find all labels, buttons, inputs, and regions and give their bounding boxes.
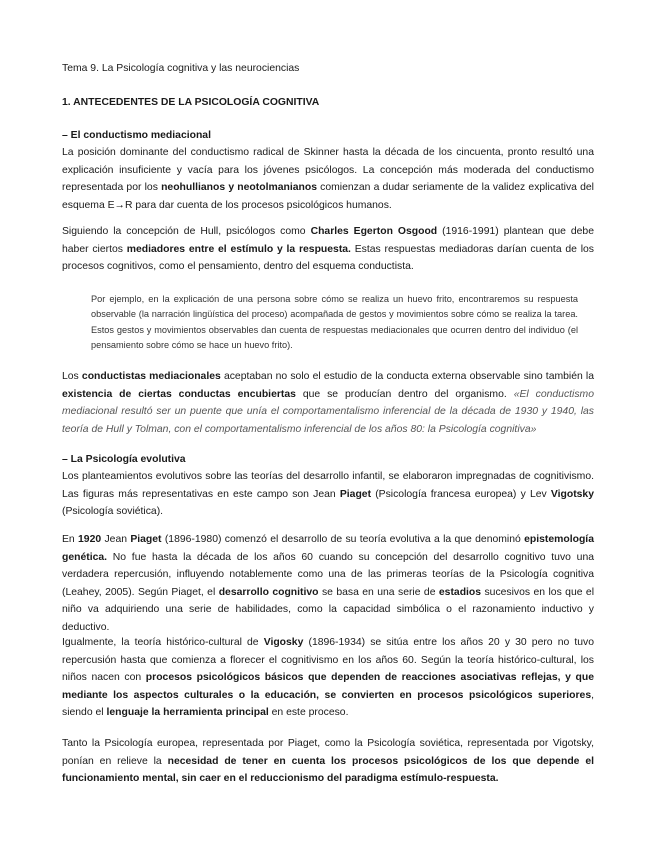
section-heading-antecedentes: 1. ANTECEDENTES DE LA PSICOLOGÍA COGNITIVA [62,97,320,108]
paragraph-piaget: En 1920 Jean Piaget (1896-1980) comenzó el desarrollo de su teoría evolutiva a la que denominó epistemología genética. No fue hasta la década de los años 60 cuando su concepción del desarrollo cognitivo tuvo una verdadera repercusión, influyendo notablemente como una de las primeras teorías de la Psicología cognitiva (Leahey, 2005). Según Piaget, el desarrollo cognitivo se basa en una serie de estadios sucesivos en los que el niño va adquiriendo una serie de habilidades, como la capacidad simbólica o el razonamiento inductivo y deductivo. [62,534,595,633]
subheading-conductismo-mediacional: – El conductismo mediacional [62,130,211,141]
paragraph-vigosky: Igualmente, la teoría histórico-cultural de Vigosky (1896-1934) se sitúa entre los años 20 y 30 pero no tuvo repercusión hasta que comienza a florecer el cognitivismo en los años 60. Según la teoría histórico-cultural, los niños nacen con procesos psicológicos básicos que dependen de reacciones asociativas reflejas, y que mediante los aspectos culturales o la educación, se convierten en procesos psicológicos superiores, siendo el lenguaje la herramienta principal en este proceso. [62,637,594,719]
paragraph-planteamientos-evolutivos: Los planteamientos evolutivos sobre las teorías del desarrollo infantil, se elaboraron impregnadas de cognitivismo. Las figuras más representativas en este campo son Jean Piaget (Psicología francesa europea) y Lev Vigotsky (Psicología soviética). [62,471,594,518]
paragraph-conclusion: Tanto la Psicología europea, representada por Piaget, como la Psicología soviética, representada por Vigotsky, ponían en relieve la necesidad de tener en cuenta los procesos psicológicos de los que depende el funcionamiento mental, sin caer en el reduccionismo del paradigma estímulo-respuesta. [62,738,594,785]
paragraph-conductismo-radical: La posición dominante del conductismo radical de Skinner hasta la década de los cincuenta, pronto resultó una explicación insuficiente y vacía para los jóvenes psicólogos. La concepción más moderada del conductismo representada por los neohullianos y neotolmanianos comienzan a dudar seriamente de la validez explicativa del esquema E→R para dar cuenta de los procesos psicológicos humanos. [62,147,594,211]
paragraph-conductistas-mediacionales: Los conductistas mediacionales aceptaban no solo el estudio de la conducta externa observable sino también la existencia de ciertas conductas encubiertas que se producían dentro del organismo. «El conductismo mediacional resultó ser un puente que unía el comportamentalismo inferencial de la década de 1930 y 1940, las teoría de Hull y Tolman, con el comportamentalismo inferencial de los años 80: la Psicología cognitiva» [62,371,595,435]
document-title: Tema 9. La Psicología cognitiva y las neurociencias [62,63,300,74]
paragraph-osgood: Siguiendo la concepción de Hull, psicólogos como Charles Egerton Osgood (1916-1991) plantean que debe haber ciertos mediadores entre el estímulo y la respuesta. Estas respuestas mediadoras darían cuenta de los procesos cognitivos, como el pensamiento, dentro del esquema conductista. [62,226,594,273]
example-quote: Por ejemplo, en la explicación de una persona sobre cómo se realiza un huevo frito, encontraremos su respuesta observable (la narración lingüística del proceso) acompañada de gestos y movimientos sobre cómo se realiza la tarea. Estos gestos y movimientos observables dan cuenta de respuestas mediacionales que ocurren dentro del individuo (el pensamiento sobre cómo se hace un huevo frito). [91,294,578,350]
subheading-psicologia-evolutiva: – La Psicología evolutiva [62,454,186,465]
